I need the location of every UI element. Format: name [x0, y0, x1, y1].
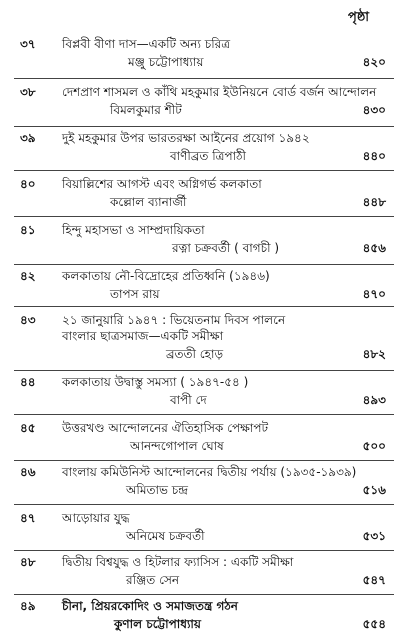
- entry-page: ৫০০: [362, 439, 386, 453]
- entry-author: বাণীব্রত ত্রিপাঠী: [170, 149, 246, 163]
- toc-entry: [0, 510, 406, 546]
- divider: [14, 414, 394, 415]
- entry-author: ব্রততী হোড়: [166, 347, 224, 361]
- entry-page: ৪৪০: [362, 149, 386, 163]
- entry-author: রঞ্জিত সেন: [126, 573, 180, 587]
- divider: [14, 460, 394, 461]
- entry-page: ৫৫৪: [362, 617, 386, 631]
- toc-entry: [0, 176, 406, 212]
- entry-title-line-2: বাংলার ছাত্রসমাজ—একটি সমীক্ষা: [62, 329, 224, 343]
- entry-title: হিন্দু মহাসভা ও সাম্প্রদায়িকতা: [62, 223, 205, 237]
- divider: [14, 594, 394, 595]
- entry-number: ৪৪: [20, 375, 36, 389]
- entry-title: বিয়াল্লিশের আগস্ট এবং অগ্নিগর্ভ কলকাতা: [62, 177, 262, 191]
- entry-number: ৪৮: [20, 555, 36, 569]
- entry-page: ৪৭০: [362, 287, 386, 301]
- entry-author: বাপী দে: [170, 393, 207, 407]
- entry-number: ৪২: [20, 269, 36, 283]
- entry-author: বিমলকুমার শীট: [110, 103, 182, 117]
- toc-entry: [0, 36, 406, 72]
- entry-page: ৪৫৬: [362, 241, 386, 255]
- entry-title: আড়োয়ার যুদ্ধ: [62, 511, 130, 525]
- entry-page: ৫৪৭: [362, 573, 386, 587]
- divider: [14, 306, 394, 307]
- entry-author: আনন্দগোপাল ঘোষ: [130, 439, 224, 453]
- divider: [14, 78, 394, 79]
- divider: [14, 216, 394, 217]
- entry-title: দুই মহকুমার উপর ভারতরক্ষা আইনের প্রয়োগ ১৯৪২: [62, 131, 310, 145]
- toc-entry: [0, 374, 406, 410]
- entry-number: ৪৩: [20, 313, 36, 327]
- divider: [14, 170, 394, 171]
- entry-page: ৪৮২: [362, 347, 386, 361]
- entry-title: ২১ জানুয়ারি ১৯৪৭ : ভিয়েতনাম দিবস পালনে: [62, 313, 286, 327]
- divider: [14, 370, 394, 371]
- toc-entry: [0, 222, 406, 258]
- entry-number: ৩৭: [20, 37, 36, 51]
- toc-entry: [0, 268, 406, 304]
- entry-page: ৪৪৮: [362, 195, 386, 209]
- entry-title: চীনা, প্রিয়রকোদিং ও সমাজতন্ত্র গঠন: [62, 599, 238, 613]
- entry-author: তাপস রায়: [110, 287, 160, 301]
- entry-author: রত্না চক্রবর্তী ( বাগচী ): [172, 241, 280, 255]
- entry-page: ৫৩১: [362, 529, 386, 543]
- entry-page: ৪৩০: [362, 103, 386, 117]
- divider: [14, 264, 394, 265]
- entry-title: দ্বিতীয় বিশ্বযুদ্ধ ও হিটলার ফ্যাসিস : একটি সমীক্ষা: [62, 555, 294, 569]
- toc-entry: [0, 84, 406, 120]
- entry-page: ৪৯৩: [362, 393, 386, 407]
- entry-author: অমিতাভ চন্দ্র: [126, 483, 188, 497]
- entry-title: বাংলায় কমিউনিস্ট আন্দোলনের দ্বিতীয় পর্যায় (১৯৩৫-১৯৩৯): [62, 465, 357, 479]
- entry-number: ৪৭: [20, 511, 36, 525]
- entry-number: ৪৯: [20, 599, 36, 613]
- entry-number: ৪১: [20, 223, 36, 237]
- entry-page: ৪২০: [362, 55, 386, 69]
- toc-entry: [0, 598, 406, 634]
- divider: [14, 126, 394, 127]
- entry-number: ৪৬: [20, 465, 36, 479]
- entry-title: কলকাতায় উদ্বাস্তু সমস্যা ( ১৯৪৭-৫৪ ): [62, 375, 249, 389]
- entry-author: মঞ্জু চট্টোপাধ্যায়: [128, 55, 204, 69]
- toc-entry: [0, 464, 406, 500]
- entry-title: দেশপ্রাণ শাসমল ও কাঁথি মহকুমার ইউনিয়নে বোর্ড বর্জন আন্দোলন: [62, 85, 377, 99]
- entry-number: ৩৮: [20, 85, 36, 99]
- toc-entry: [0, 130, 406, 166]
- page-column-label: পৃষ্ঠা: [348, 10, 370, 25]
- toc-entry: [0, 554, 406, 590]
- divider: [14, 550, 394, 551]
- entry-title: কলকাতায় নৌ-বিদ্রোহের প্রতিধ্বনি (১৯৪৬): [62, 269, 270, 283]
- entry-number: ৩৯: [20, 131, 36, 145]
- entry-page: ৫১৬: [362, 483, 386, 497]
- entry-author: কল্লোল ব্যানার্জী: [110, 195, 187, 209]
- entry-number: ৪০: [20, 177, 36, 191]
- entry-author: কুণাল চট্টোপাধ্যায়: [114, 617, 201, 631]
- toc-entry: [0, 420, 406, 456]
- divider: [14, 504, 394, 505]
- entry-author: অনিমেষ চক্রবর্তী: [126, 529, 205, 543]
- toc-entry: [0, 312, 406, 368]
- entry-title: উত্তরখণ্ড আন্দোলনের ঐতিহাসিক পেক্ষাপট: [62, 421, 269, 435]
- entry-title: বিপ্লবী বীণা দাস—একটি অন্য চরিত্র: [62, 37, 231, 51]
- entry-number: ৪৫: [20, 421, 36, 435]
